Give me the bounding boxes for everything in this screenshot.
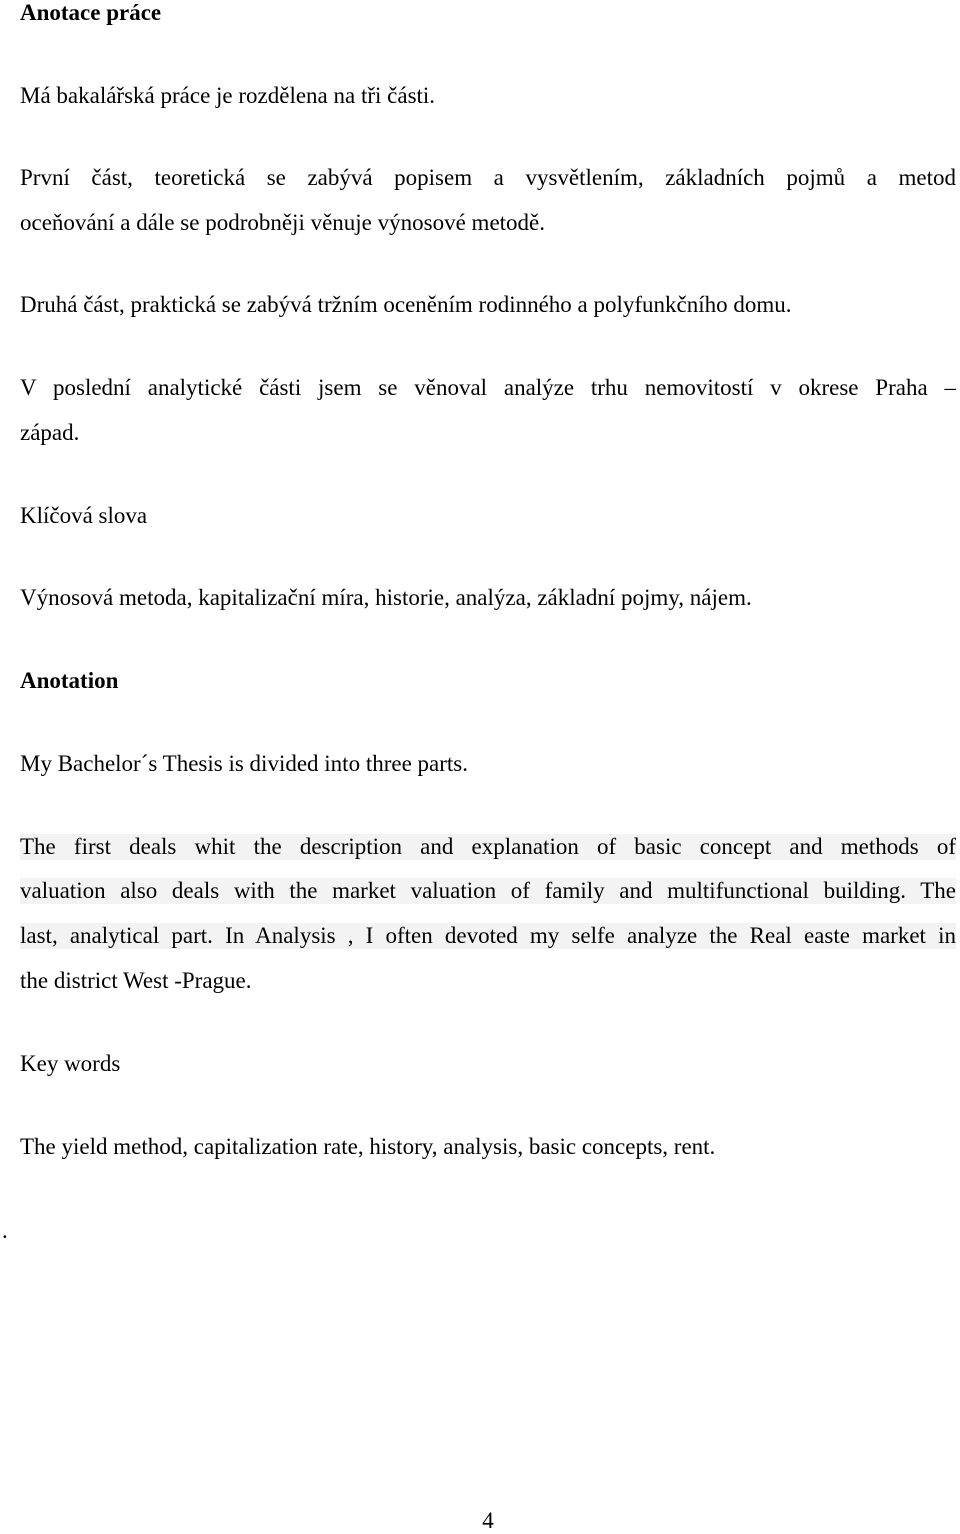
english-body-line3: last, analytical part. In Analysis , I often devoted my selfe analyze the Real easte market in [20, 923, 956, 948]
english-keywords-heading: Key words [20, 1051, 121, 1076]
czech-part2: Druhá část, praktická se zabývá tržním oceněním rodinného a polyfunkčního domu. [20, 292, 792, 317]
czech-part3-line1: V poslední analytické části jsem se věnoval analýze trhu nemovitostí v okrese Praha – [20, 375, 956, 400]
english-body-line2: valuation also deals with the market valuation of family and multifunctional building. The [20, 878, 956, 903]
english-intro: My Bachelor´s Thesis is divided into three parts. [20, 751, 468, 776]
czech-part1-line1: První část, teoretická se zabývá popisem a vysvětlením, základních pojmů a metod [20, 165, 956, 190]
czech-keywords-heading: Klíčová slova [20, 503, 148, 528]
stray-mark: . [2, 1218, 8, 1243]
english-body-line1: The first deals whit the description and explanation of basic concept and methods of [20, 834, 956, 859]
czech-intro: Má bakalářská práce je rozdělena na tři části. [20, 83, 436, 108]
english-keywords: The yield method, capitalization rate, history, analysis, basic concepts, rent. [20, 1134, 716, 1159]
czech-heading: Anotace práce [20, 0, 162, 25]
english-heading: Anotation [20, 668, 119, 693]
czech-part1-line2: oceňování a dále se podrobněji věnuje výnosové metodě. [20, 210, 546, 235]
page-number: 4 [482, 1508, 494, 1533]
english-body-line4: the district West -Prague. [20, 968, 252, 993]
czech-keywords: Výnosová metoda, kapitalizační míra, historie, analýza, základní pojmy, nájem. [20, 585, 752, 610]
czech-part3-line2: západ. [20, 420, 80, 445]
